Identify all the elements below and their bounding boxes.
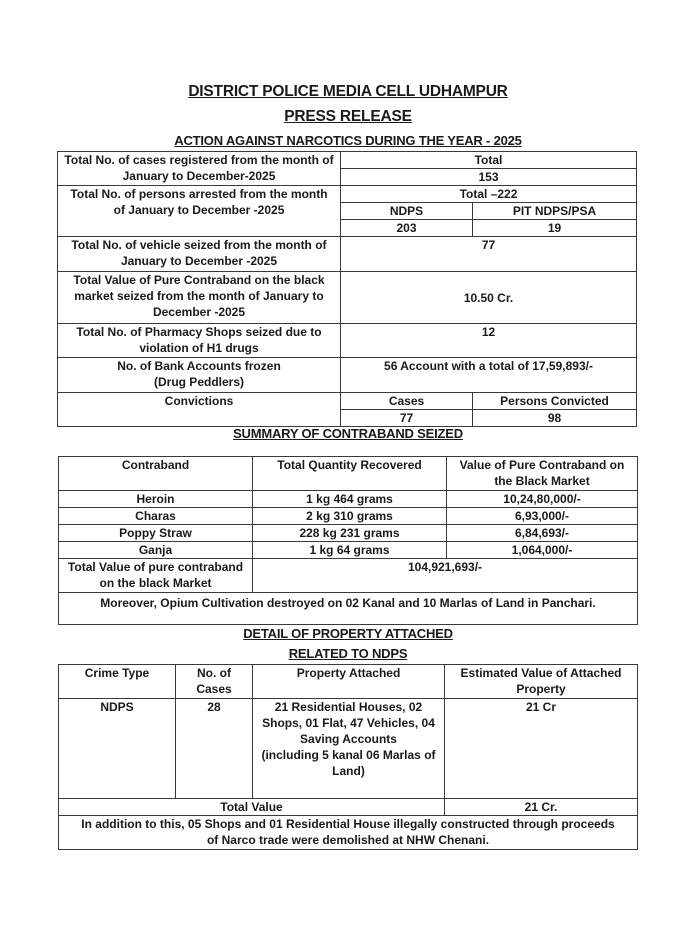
property-attached: [253, 699, 445, 799]
contraband-name: Poppy Straw: [59, 525, 253, 542]
table-row: [58, 393, 637, 410]
bank-accounts-value: 56 Account with a total of 17,59,893/-: [341, 358, 637, 393]
opium-cultivation-note: Moreover, Opium Cultivation destroyed on 02 Kanal and 10 Marlas of Land in Panchari.: [59, 593, 638, 625]
persons-arrested-label: Total No. of persons arrested from the month of January to December -2025: [58, 186, 341, 237]
cases-total-value: 153: [341, 169, 637, 186]
convictions-label: Convictions: [58, 393, 341, 427]
vehicles-seized-label: Total No. of vehicle seized from the month of January to December -2025: [58, 237, 341, 272]
action-table: [57, 151, 637, 427]
contraband-value: 10.50 Cr.: [341, 272, 637, 324]
pit-ndps-label: PIT NDPS/PSA: [473, 203, 637, 220]
case-count: 28: [176, 699, 253, 799]
crime-type: NDPS: [59, 699, 176, 799]
ndps-value: 203: [341, 220, 473, 237]
column-header-estimated-value: Estimated Value of Attached Property: [445, 665, 638, 699]
document-title: DISTRICT POLICE MEDIA CELL UDHAMPUR: [188, 83, 508, 100]
property-heading: DETAIL OF PROPERTY ATTACHED: [243, 626, 453, 641]
contraband-value: 10,24,80,000/-: [447, 491, 638, 508]
bank-accounts-label-line2: (Drug Peddlers): [153, 375, 244, 389]
bank-accounts-label: [58, 358, 341, 393]
table-row: [59, 699, 638, 799]
property-total-label: Total Value: [59, 799, 445, 816]
convictions-cases-label: Cases: [341, 393, 473, 410]
press-release-heading: PRESS RELEASE: [284, 108, 412, 125]
table-row: [59, 799, 638, 816]
persons-convicted-value: 98: [473, 410, 637, 427]
table-row: [58, 324, 637, 358]
table-row: [59, 593, 638, 625]
pharmacy-shops-value: 12: [341, 324, 637, 358]
table-row: [58, 186, 637, 203]
contraband-quantity: 2 kg 310 grams: [253, 508, 447, 525]
bank-accounts-label-line1: No. of Bank Accounts frozen: [117, 359, 281, 373]
contraband-value: 6,84,693/-: [447, 525, 638, 542]
table-header-row: [59, 665, 638, 699]
contraband-quantity: 228 kg 231 grams: [253, 525, 447, 542]
table-row: [59, 559, 638, 593]
convictions-cases-value: 77: [341, 410, 473, 427]
pharmacy-shops-label: Total No. of Pharmacy Shops seized due to violation of H1 drugs: [58, 324, 341, 358]
table-row: [59, 542, 638, 559]
table-row: [59, 491, 638, 508]
table-row: [58, 272, 637, 324]
property-total-value: 21 Cr.: [445, 799, 638, 816]
column-header-crime-type: Crime Type: [59, 665, 176, 699]
contraband-value: 1,064,000/-: [447, 542, 638, 559]
column-header-quantity: Total Quantity Recovered: [253, 457, 447, 491]
property-list: 21 Residential Houses, 02 Shops, 01 Flat, 47 Vehicles, 04 Saving Accounts: [262, 700, 435, 746]
estimated-value: 21 Cr: [445, 699, 638, 799]
contraband-value-label: Total Value of Pure Contraband on the black market seized from the month of January to December -2025: [58, 272, 341, 324]
summary-total-value: 104,921,693/-: [253, 559, 638, 593]
column-header-contraband: Contraband: [59, 457, 253, 491]
action-section-heading: ACTION AGAINST NARCOTICS DURING THE YEAR - 2025: [174, 133, 522, 148]
column-header-value: Value of Pure Contraband on the Black Market: [447, 457, 638, 491]
table-header-row: [59, 457, 638, 491]
property-subheading: RELATED TO NDPS: [288, 646, 408, 661]
table-row: [59, 816, 638, 850]
table-row: [58, 152, 637, 169]
contraband-quantity: 1 kg 464 grams: [253, 491, 447, 508]
vehicles-seized-value: 77: [341, 237, 637, 272]
contraband-name: Ganja: [59, 542, 253, 559]
table-row: [58, 237, 637, 272]
column-header-cases: No. of Cases: [176, 665, 253, 699]
arrested-total: Total –222: [341, 186, 637, 203]
property-attached-table: [58, 664, 638, 850]
table-row: [59, 508, 638, 525]
summary-total-label: Total Value of pure contraband on the black Market: [59, 559, 253, 593]
cases-total-label: Total: [341, 152, 637, 169]
column-header-property: Property Attached: [253, 665, 445, 699]
contraband-value: 6,93,000/-: [447, 508, 638, 525]
summary-heading: SUMMARY OF CONTRABAND SEIZED: [233, 426, 463, 441]
table-row: [58, 358, 637, 393]
property-land-note: (including 5 kanal 06 Marlas of Land): [261, 748, 436, 778]
demolition-note: In addition to this, 05 Shops and 01 Residential House illegally constructed through proceeds of Narco trade were demolished at NHW Chenani.: [59, 816, 638, 850]
contraband-name: Charas: [59, 508, 253, 525]
ndps-label: NDPS: [341, 203, 473, 220]
contraband-name: Heroin: [59, 491, 253, 508]
persons-convicted-label: Persons Convicted: [473, 393, 637, 410]
pit-ndps-value: 19: [473, 220, 637, 237]
contraband-quantity: 1 kg 64 grams: [253, 542, 447, 559]
cases-registered-label: Total No. of cases registered from the month of January to December-2025: [58, 152, 341, 186]
contraband-summary-table: [58, 456, 638, 625]
table-row: [59, 525, 638, 542]
